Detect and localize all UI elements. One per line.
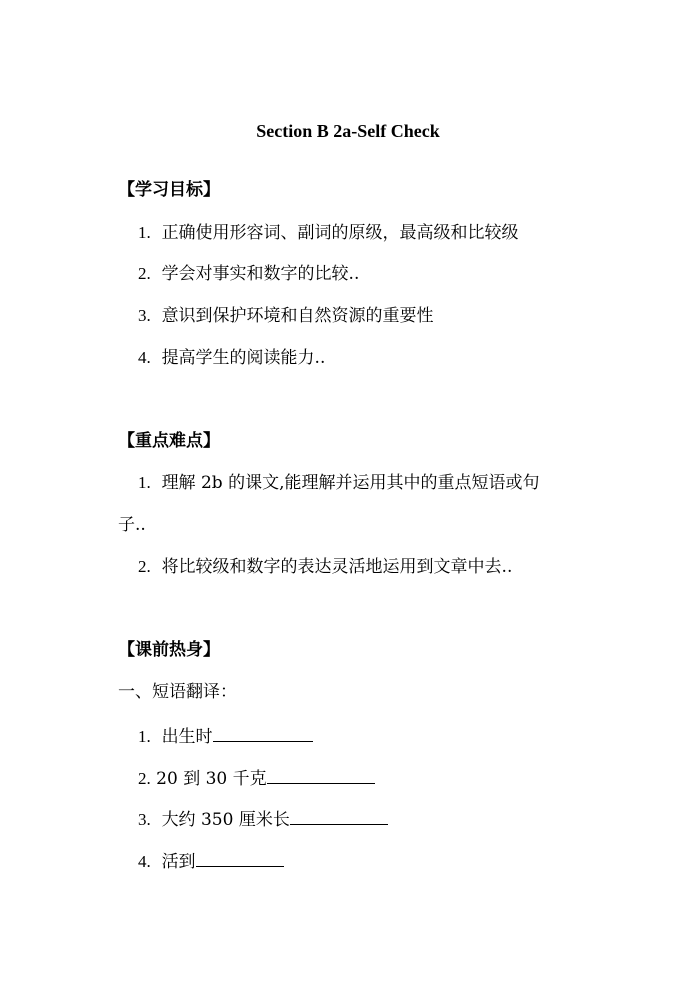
objective-item-2 [138,263,359,285]
item-number: 1. [138,473,151,492]
item-number: 1. [138,727,151,746]
item-number: 4. [138,852,151,871]
section-heading-warmup: 【课前热身】 [118,640,220,660]
item-text: 正确使用形容词、副词的原级，最高级和比较级 [161,223,519,243]
warmup-item-1 [138,723,313,748]
warmup-item-4 [138,848,284,873]
objective-item-4 [138,347,325,369]
key-point-item-2 [138,556,512,578]
warmup-subheading: 一、短语翻译： [118,682,237,702]
item-number: 2. [138,264,151,283]
answer-blank[interactable] [267,765,375,784]
answer-blank[interactable] [196,848,284,867]
answer-blank[interactable] [213,723,313,742]
item-number: 2. [138,557,151,576]
item-text: 大约 350 厘米长 [161,810,290,830]
item-number: 2. [138,769,151,788]
item-text: 学会对事实和数字的比较.. [161,264,360,284]
item-text: 出生时 [161,727,213,747]
section-heading-key-points: 【重点难点】 [118,431,220,451]
item-number: 1. [138,223,151,242]
item-text: 提高学生的阅读能力.. [161,348,326,368]
item-number: 3. [138,810,151,829]
warmup-item-2 [138,765,375,790]
item-text: 意识到保护环境和自然资源的重要性 [161,306,434,326]
item-text: 20 到 30 千克 [156,769,267,789]
item-text: 理解 2b 的课文,能理解并运用其中的重点短语或句 [161,473,540,493]
section-heading-objectives: 【学习目标】 [118,180,220,200]
item-number: 3. [138,306,151,325]
item-number: 4. [138,348,151,367]
key-point-item-1 [138,472,539,494]
item-text: 活到 [161,852,196,872]
answer-blank[interactable] [290,806,388,825]
warmup-item-3 [138,806,388,831]
item-text: 将比较级和数字的表达灵活地运用到文章中去.. [161,557,513,577]
objective-item-1 [138,222,519,244]
document-title: Section B 2a-Self Check [256,121,440,141]
objective-item-3 [138,305,434,327]
key-point-item-1-continuation: 子.. [118,515,146,535]
